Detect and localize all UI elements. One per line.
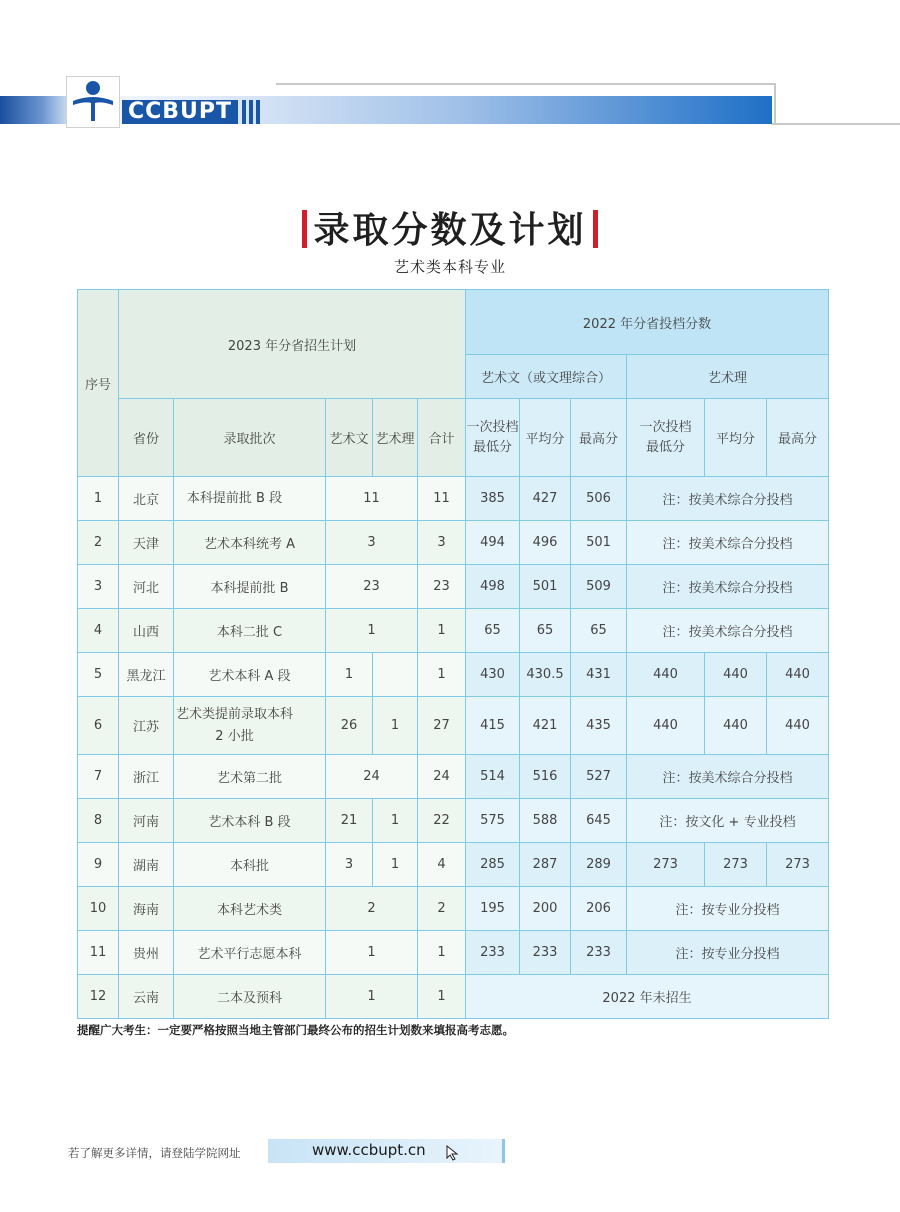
footer-label: 若了解更多详情，请登陆学院网址 — [68, 1146, 241, 1160]
cell-art-plan: 2 — [326, 887, 418, 931]
cell-art-li — [373, 653, 418, 697]
cell-batch: 本科提前批 B — [174, 565, 326, 609]
cell-seq: 7 — [78, 755, 119, 799]
cell-max-score-sci: 273 — [767, 843, 829, 887]
header-avg-score-sci: 平均分 — [705, 399, 767, 477]
cell-total: 23 — [418, 565, 466, 609]
cell-min-score: 494 — [466, 521, 520, 565]
cell-note: 注：按美术综合分投档 — [627, 755, 829, 799]
cell-seq: 12 — [78, 975, 119, 1019]
header-province: 省份 — [119, 399, 174, 477]
table-row — [78, 843, 829, 887]
header-max-score-sci: 最高分 — [767, 399, 829, 477]
cell-art-wen: 26 — [326, 697, 373, 755]
header-total: 合计 — [418, 399, 466, 477]
cell-seq: 6 — [78, 697, 119, 755]
cell-min-score: 385 — [466, 477, 520, 521]
cell-total: 1 — [418, 931, 466, 975]
header-seq: 序号 — [78, 290, 119, 477]
cell-seq: 10 — [78, 887, 119, 931]
cell-note: 注：按美术综合分投档 — [627, 521, 829, 565]
website-link[interactable] — [268, 1139, 505, 1163]
cell-art-wen: 3 — [326, 843, 373, 887]
table-row — [78, 931, 829, 975]
cell-province: 浙江 — [119, 755, 174, 799]
cell-seq: 8 — [78, 799, 119, 843]
cell-avg-score: 588 — [520, 799, 571, 843]
cell-min-score: 415 — [466, 697, 520, 755]
cell-art-plan: 11 — [326, 477, 418, 521]
cell-art-plan: 1 — [326, 609, 418, 653]
cell-total: 11 — [418, 477, 466, 521]
cell-seq: 5 — [78, 653, 119, 697]
cell-batch: 本科艺术类 — [174, 887, 326, 931]
cell-max-score: 206 — [571, 887, 627, 931]
cursor-icon — [446, 1145, 460, 1161]
cell-min-score: 430 — [466, 653, 520, 697]
page-subtitle: 艺术类本科专业 — [393, 258, 506, 276]
cell-province: 天津 — [119, 521, 174, 565]
header-divider — [772, 123, 900, 125]
cell-art-plan: 23 — [326, 565, 418, 609]
cell-total: 27 — [418, 697, 466, 755]
page-title: 录取分数及计划 — [296, 208, 603, 252]
table-row — [78, 653, 829, 697]
table-row — [78, 755, 829, 799]
header-avg-score: 平均分 — [520, 399, 571, 477]
cell-note: 注：按美术综合分投档 — [627, 477, 829, 521]
cell-total: 1 — [418, 609, 466, 653]
cell-min-score-sci: 273 — [627, 843, 705, 887]
table-row — [78, 609, 829, 653]
cell-max-score: 645 — [571, 799, 627, 843]
cell-min-score: 575 — [466, 799, 520, 843]
admission-table — [77, 289, 829, 1019]
table-row — [78, 975, 829, 1019]
logo-bars — [242, 100, 263, 124]
table-row — [78, 565, 829, 609]
cell-max-score-sci: 440 — [767, 697, 829, 755]
cell-batch: 艺术类提前录取本科 2 小批 — [174, 697, 326, 755]
footnote: 提醒广大考生：一定要严格按照当地主管部门最终公布的招生计划数来填报高考志愿。 — [77, 1023, 514, 1037]
cell-avg-score: 427 — [520, 477, 571, 521]
cell-province: 北京 — [119, 477, 174, 521]
cell-art-li: 1 — [373, 697, 418, 755]
cell-province: 山西 — [119, 609, 174, 653]
cell-max-score: 509 — [571, 565, 627, 609]
cell-note: 2022 年未招生 — [466, 975, 829, 1019]
cell-province: 黑龙江 — [119, 653, 174, 697]
cell-min-score: 195 — [466, 887, 520, 931]
cell-batch: 艺术本科 A 段 — [174, 653, 326, 697]
header-max-score: 最高分 — [571, 399, 627, 477]
cell-batch: 艺术平行志愿本科 — [174, 931, 326, 975]
cell-avg-score: 501 — [520, 565, 571, 609]
cell-art-plan: 3 — [326, 521, 418, 565]
website-url[interactable]: www.ccbupt.cn — [312, 1141, 426, 1159]
cell-province: 江苏 — [119, 697, 174, 755]
cell-max-score: 431 — [571, 653, 627, 697]
cell-min-score: 65 — [466, 609, 520, 653]
cell-avg-score: 200 — [520, 887, 571, 931]
cell-province: 河南 — [119, 799, 174, 843]
table-row — [78, 477, 829, 521]
cell-art-plan: 1 — [326, 975, 418, 1019]
cell-seq: 1 — [78, 477, 119, 521]
cell-max-score-sci: 440 — [767, 653, 829, 697]
header-divider — [774, 83, 776, 125]
cell-province: 海南 — [119, 887, 174, 931]
header-score-2022: 2022 年分省投档分数 — [466, 290, 829, 355]
cell-avg-score: 421 — [520, 697, 571, 755]
cell-max-score: 527 — [571, 755, 627, 799]
cell-total: 1 — [418, 975, 466, 1019]
logo-wordmark: CCBUPT — [122, 100, 238, 124]
table-row — [78, 799, 829, 843]
cell-batch: 二本及预科 — [174, 975, 326, 1019]
header-min-score-sci: 一次投档最低分 — [627, 399, 705, 477]
cell-seq: 2 — [78, 521, 119, 565]
table-row — [78, 521, 829, 565]
cell-min-score: 514 — [466, 755, 520, 799]
header-divider — [276, 83, 776, 85]
cell-batch: 本科提前批 B 段 — [174, 477, 326, 521]
cell-batch: 艺术本科统考 A — [174, 521, 326, 565]
cell-art-li: 1 — [373, 843, 418, 887]
cell-art-li: 1 — [373, 799, 418, 843]
cell-min-score-sci: 440 — [627, 653, 705, 697]
header-plan-2023: 2023 年分省招生计划 — [119, 290, 466, 399]
cell-avg-score-sci: 440 — [705, 653, 767, 697]
logo-icon — [66, 76, 120, 128]
cell-province: 云南 — [119, 975, 174, 1019]
header-art-wen: 艺术文 — [326, 399, 373, 477]
cell-max-score: 289 — [571, 843, 627, 887]
cell-note: 注：按美术综合分投档 — [627, 565, 829, 609]
cell-total: 2 — [418, 887, 466, 931]
header-art-li: 艺术理 — [373, 399, 418, 477]
cell-max-score: 65 — [571, 609, 627, 653]
cell-max-score: 233 — [571, 931, 627, 975]
cell-total: 1 — [418, 653, 466, 697]
cell-total: 3 — [418, 521, 466, 565]
cell-seq: 3 — [78, 565, 119, 609]
header-band-left — [0, 96, 70, 124]
cell-batch: 本科批 — [174, 843, 326, 887]
cell-seq: 11 — [78, 931, 119, 975]
cell-art-wen: 1 — [326, 653, 373, 697]
cell-avg-score: 233 — [520, 931, 571, 975]
cell-min-score: 285 — [466, 843, 520, 887]
cell-province: 湖南 — [119, 843, 174, 887]
cell-note: 注：按专业分投档 — [627, 887, 829, 931]
cell-avg-score: 496 — [520, 521, 571, 565]
header-batch: 录取批次 — [174, 399, 326, 477]
cell-note: 注：按美术综合分投档 — [627, 609, 829, 653]
cell-max-score: 435 — [571, 697, 627, 755]
cell-province: 河北 — [119, 565, 174, 609]
table-row — [78, 697, 829, 755]
cell-total: 24 — [418, 755, 466, 799]
cell-total: 4 — [418, 843, 466, 887]
cell-batch: 艺术第二批 — [174, 755, 326, 799]
table-row — [78, 887, 829, 931]
cell-province: 贵州 — [119, 931, 174, 975]
cell-avg-score: 65 — [520, 609, 571, 653]
cell-avg-score: 430.5 — [520, 653, 571, 697]
cell-min-score: 498 — [466, 565, 520, 609]
cell-avg-score: 516 — [520, 755, 571, 799]
cell-note: 注：按文化 + 专业投档 — [627, 799, 829, 843]
header-min-score: 一次投档最低分 — [466, 399, 520, 477]
cell-note: 注：按专业分投档 — [627, 931, 829, 975]
cell-min-score: 233 — [466, 931, 520, 975]
cell-total: 22 — [418, 799, 466, 843]
cell-seq: 9 — [78, 843, 119, 887]
cell-batch: 艺术本科 B 段 — [174, 799, 326, 843]
cell-art-wen: 21 — [326, 799, 373, 843]
cell-seq: 4 — [78, 609, 119, 653]
cell-min-score-sci: 440 — [627, 697, 705, 755]
cell-avg-score: 287 — [520, 843, 571, 887]
header-arts-literature: 艺术文（或文理综合） — [466, 355, 627, 399]
cell-batch: 本科二批 C — [174, 609, 326, 653]
cell-max-score: 501 — [571, 521, 627, 565]
cell-max-score: 506 — [571, 477, 627, 521]
header-arts-science: 艺术理 — [627, 355, 829, 399]
cell-avg-score-sci: 440 — [705, 697, 767, 755]
cell-art-plan: 24 — [326, 755, 418, 799]
cell-art-plan: 1 — [326, 931, 418, 975]
cell-avg-score-sci: 273 — [705, 843, 767, 887]
